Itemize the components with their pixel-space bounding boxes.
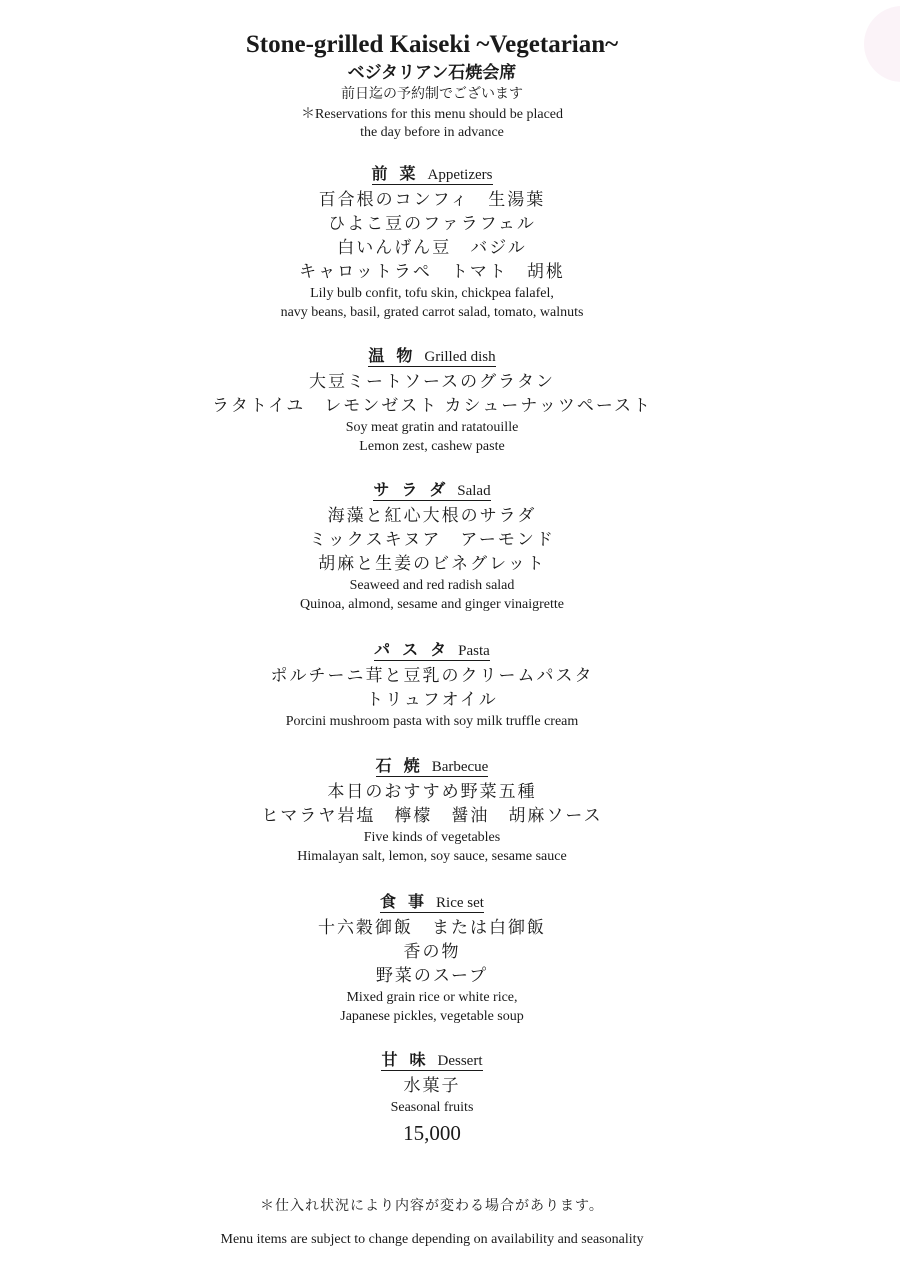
dish-ja: ポルチーニ茸と豆乳のクリームパスタ	[270, 666, 594, 685]
section-heading-en: Grilled dish	[424, 349, 496, 365]
dish-en: Quinoa, almond, sesame and ginger vinaigrette	[300, 597, 564, 612]
section-heading	[0, 346, 864, 368]
dish-en: Porcini mushroom pasta with soy milk truffle cream	[285, 714, 579, 729]
section-heading	[0, 164, 864, 186]
section-heading-ja: サラダ	[373, 482, 458, 499]
dish-ja: 十六穀御飯 または白御飯	[318, 918, 546, 937]
section-heading-en: Salad	[457, 483, 491, 499]
dish-en: Lily bulb confit, tofu skin, chickpea falafel,	[310, 286, 554, 301]
section-heading	[0, 1050, 864, 1072]
section-heading-ja: 前菜	[371, 166, 428, 183]
reservation-note-ja: 前日迄の予約制でございます	[341, 87, 523, 102]
section-rice-set	[0, 892, 864, 1026]
dish-ja: 海藻と紅心大根のサラダ	[327, 506, 537, 525]
section-heading	[0, 892, 864, 914]
dish-en: navy beans, basil, grated carrot salad, tomato, walnuts	[280, 305, 584, 320]
dish-ja: トリュフオイル	[366, 690, 498, 709]
dish-ja: キャロットラペ トマト 胡桃	[299, 262, 565, 281]
dish-ja: 野菜のスープ	[375, 966, 489, 985]
section-heading-ja: 食事	[380, 894, 437, 911]
section-heading-en: Dessert	[437, 1053, 483, 1069]
section-barbecue	[0, 756, 864, 866]
menu-title-ja: ベジタリアン石焼会席	[347, 63, 517, 82]
dish-en: Seaweed and red radish salad	[349, 578, 515, 593]
footer-note-en: Menu items are subject to change depending on availability and seasonality	[220, 1232, 644, 1247]
dish-ja: 水菓子	[403, 1076, 461, 1095]
dish-ja: 百合根のコンフィ 生湯葉	[318, 190, 546, 209]
dish-ja: ひよこ豆のファラフェル	[328, 214, 536, 233]
section-heading-ja: 甘味	[381, 1052, 438, 1069]
dish-ja: 胡麻と生姜のビネグレット	[318, 554, 546, 573]
menu-title: Stone-grilled Kaiseki ~Vegetarian~	[245, 31, 619, 58]
section-grilled-dish	[0, 346, 864, 456]
section-heading	[0, 756, 864, 778]
section-heading-en: Rice set	[436, 895, 484, 911]
dish-ja: 大豆ミートソースのグラタン	[309, 372, 555, 391]
section-heading-ja: パスタ	[374, 642, 459, 659]
section-heading	[0, 640, 864, 662]
section-heading-ja: 石焼	[375, 758, 432, 775]
dish-ja: ラタトイユ レモンゼスト カシューナッツペースト	[211, 396, 653, 415]
dish-ja: ヒマラヤ岩塩 檸檬 醤油 胡麻ソース	[261, 806, 603, 825]
section-dessert	[0, 1050, 864, 1147]
reservation-note-en-line-1: ＊Reservations for this menu should be placed	[300, 107, 564, 122]
reservation-note-en-line-2: the day before in advance	[360, 125, 504, 140]
dish-ja: ミックスキヌア アーモンド	[309, 530, 555, 549]
dish-en: Lemon zest, cashew paste	[359, 439, 505, 454]
dish-ja: 白いんげん豆 バジル	[337, 238, 527, 257]
dish-en: Seasonal fruits	[390, 1100, 474, 1115]
section-heading-en: Barbecue	[431, 759, 489, 775]
reservation-note-en	[0, 106, 864, 142]
dish-en: Soy meat gratin and ratatouille	[345, 420, 519, 435]
dish-en: Himalayan salt, lemon, soy sauce, sesame sauce	[297, 849, 567, 864]
section-salad	[0, 480, 864, 614]
corner-decoration	[864, 6, 900, 82]
dish-en: Five kinds of vegetables	[363, 830, 501, 845]
footer-note-ja: ＊仕入れ状況により内容が変わる場合があります。	[260, 1199, 604, 1214]
dish-en: Japanese pickles, vegetable soup	[340, 1009, 524, 1024]
section-pasta	[0, 640, 864, 731]
section-heading	[0, 480, 864, 502]
dish-ja: 本日のおすすめ野菜五種	[327, 782, 537, 801]
section-heading-en: Appetizers	[427, 167, 493, 183]
dish-en: Mixed grain rice or white rice,	[346, 990, 518, 1005]
dish-ja: 香の物	[403, 942, 461, 961]
section-heading-en: Pasta	[458, 643, 490, 659]
section-heading-ja: 温物	[368, 348, 425, 365]
menu-price: 15,000	[403, 1121, 461, 1145]
section-appetizers	[0, 164, 864, 322]
